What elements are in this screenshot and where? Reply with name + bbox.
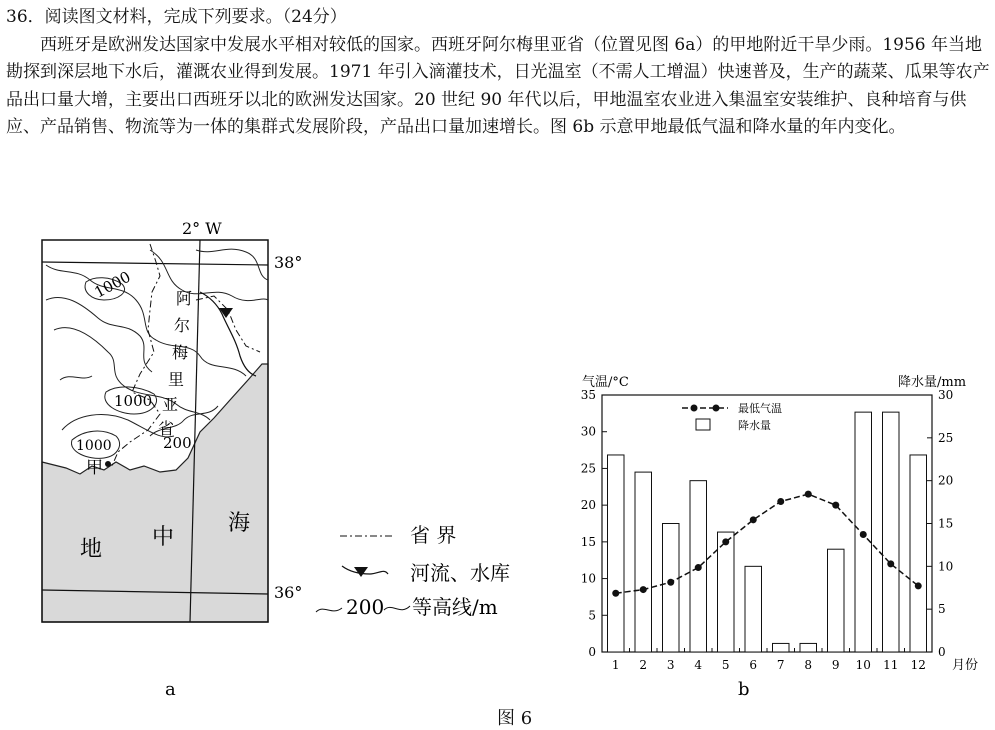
temp-point [722, 538, 729, 545]
sea-char-1: 地 [80, 537, 103, 562]
y-right-tick-label: 0 [938, 645, 946, 659]
precip-bar [800, 643, 817, 652]
precip-bar [663, 524, 680, 653]
y-left-tick-label: 20 [580, 498, 596, 513]
precip-bar [883, 412, 900, 652]
contour-label-4: 200 [163, 434, 192, 452]
x-tick-label: 12 [910, 658, 926, 672]
y-right-label: 降水量/mm [898, 375, 967, 390]
precip-bar [773, 643, 790, 652]
lon-label: 2° W [182, 219, 222, 238]
legend-temp-marker-2 [713, 405, 720, 412]
x-tick-label: 4 [694, 658, 703, 672]
temp-point [887, 560, 894, 567]
x-tick-label: 8 [804, 658, 813, 672]
y-right-tick-label: 20 [938, 473, 954, 488]
province-char-4: 里 [168, 370, 185, 389]
legend-contour-label: 等高线/m [412, 595, 498, 619]
temp-point [612, 590, 619, 597]
temp-point [667, 579, 674, 586]
chart-caption: b [738, 679, 750, 700]
temp-point [832, 502, 839, 509]
precip-bar [745, 566, 762, 652]
y-right-tick-label: 5 [938, 602, 946, 617]
y-left-tick-label: 30 [580, 424, 596, 439]
y-right-tick-label: 30 [938, 388, 954, 402]
lat-bottom-label: 36° [274, 583, 303, 602]
y-left-label: 气温/°C [582, 375, 629, 390]
temp-point [750, 516, 757, 523]
x-axis-label: 月份 [952, 658, 979, 673]
y-left-tick-label: 15 [580, 534, 596, 549]
temp-line [616, 494, 919, 593]
x-tick-label: 5 [721, 658, 730, 672]
x-tick-label: 7 [776, 658, 785, 672]
province-char-2: 尔 [174, 316, 191, 335]
sea-char-2: 中 [152, 525, 175, 550]
temp-point [805, 491, 812, 498]
place-jia-label: 甲 [86, 458, 103, 478]
legend-river-label: 河流、水库 [410, 561, 510, 585]
x-tick-label: 11 [883, 658, 899, 672]
contour-label-1: 1000 [91, 267, 134, 302]
map-caption: a [165, 679, 176, 700]
sea-char-3: 海 [228, 511, 251, 536]
lat-top-label: 38° [274, 253, 303, 272]
legend-temp-label: 最低气温 [738, 402, 782, 415]
x-tick-label: 3 [666, 658, 675, 672]
question-paragraph: 西班牙是欧洲发达国家中发展水平相对较低的国家。西班牙阿尔梅里亚省（位置见图 6a）的甲地附近干旱少雨。1956 年当地勘探到深层地下水后，灌溉农业得到发展。1971 年引入滴灌技术，日光温室（不需人工增温）快速普及，生产的蔬菜、瓜果等农产品出口量大增，主要出口西班牙以北的欧洲发达国家。20 世纪 90 年代以后，甲地温室农业进入集温室安装维护、良种培育与供应、产品销售、物流等为一体的集群式发展阶段，产品出口量加速增长。图 6b 示意甲地最低气温和降水量的年内变化。 [6, 34, 990, 137]
legend-precip-label: 降水量 [738, 419, 771, 432]
legend-temp-marker [691, 405, 698, 412]
legend-contour-value: 200 [346, 595, 385, 619]
temp-point [777, 498, 784, 505]
precip-bar [828, 549, 845, 652]
contour-label-2: 1000 [114, 392, 153, 410]
temp-point [640, 586, 647, 593]
precip-bar [608, 455, 625, 652]
precip-bar [635, 472, 652, 652]
y-left-tick-label: 5 [588, 608, 596, 623]
y-left-tick-label: 35 [580, 388, 596, 402]
y-left-tick-label: 25 [580, 461, 596, 476]
y-right-tick-label: 25 [938, 430, 954, 445]
province-char-3: 梅 [172, 343, 189, 362]
legend-boundary-label: 省 界 [410, 523, 457, 547]
contour-label-3: 1000 [76, 438, 112, 454]
y-right-tick-label: 15 [938, 516, 954, 531]
x-tick-label: 6 [749, 658, 758, 672]
legend-precip-swatch [696, 419, 710, 430]
x-tick-label: 1 [611, 658, 620, 672]
y-left-tick-label: 10 [580, 571, 596, 586]
y-left-tick-label: 0 [588, 645, 596, 659]
temp-point [915, 582, 922, 589]
precip-bar [718, 532, 735, 652]
x-tick-label: 9 [831, 658, 840, 672]
province-char-1: 阿 [176, 289, 193, 308]
question-title: 36．阅读图文材料，完成下列要求。（24分） [6, 7, 347, 27]
figure-caption: 图 6 [497, 708, 533, 729]
temp-point [695, 564, 702, 571]
x-tick-label: 2 [639, 658, 648, 672]
precip-bar [910, 455, 927, 652]
x-tick-label: 10 [855, 658, 871, 672]
province-char-5: 亚 [162, 395, 179, 414]
province-char-6: 省 [158, 419, 175, 438]
y-right-tick-label: 10 [938, 559, 954, 574]
temp-point [860, 531, 867, 538]
